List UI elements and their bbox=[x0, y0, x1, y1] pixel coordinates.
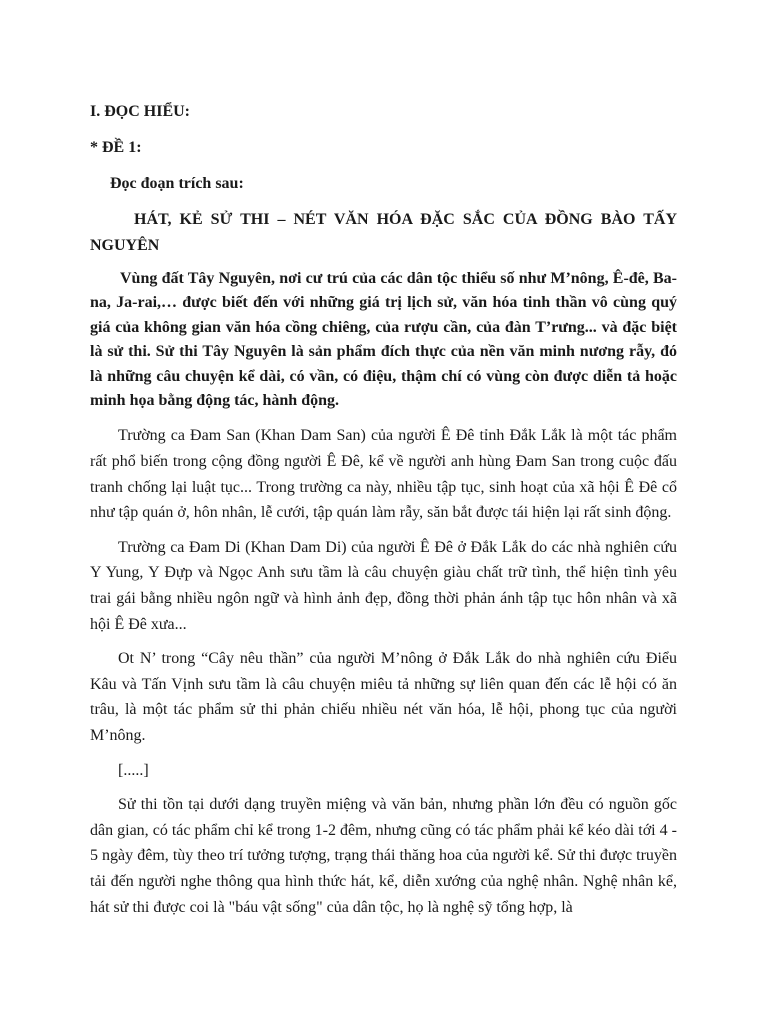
excerpt-title: HÁT, KẺ SỬ THI – NÉT VĂN HÓA ĐẶC SẮC CỦA ĐỒNG BÀO TẤY NGUYÊN bbox=[90, 211, 677, 254]
paragraph-dam-di: Trường ca Đam Di (Khan Dam Di) của người Ê Đê ở Đắk Lắk do các nhà nghiên cứu Y Yung, Y Đựp và Ngọc Anh sưu tầm là câu chuyện giàu chất trữ tình, thể hiện tình yêu trai gái bằng nhiều ngôn ngữ và hình ảnh đẹp, đồng thời phản ánh tập tục hôn nhân và xã hội Ê Đê xưa... bbox=[90, 538, 677, 633]
paragraph-dam-san: Trường ca Đam San (Khan Dam San) của người Ê Đê tỉnh Đắk Lắk là một tác phẩm rất phổ biến trong cộng đồng người Ê Đê, kể về người anh hùng Đam San trong cuộc đấu tranh chống lại luật tục... Trong trường ca này, nhiều tập tục, sinh hoạt của xã hội Ê Đê cổ như tập quán ở, hôn nhân, lễ cưới, tập quán làm rẫy, săn bắt được tái hiện lại rất sinh động. bbox=[90, 427, 677, 522]
omission-marker: [.....] bbox=[118, 761, 149, 779]
document-page bbox=[90, 99, 677, 929]
section-heading: I. ĐỌC HIỂU: bbox=[90, 103, 191, 120]
instruction-text: Đọc đoạn trích sau: bbox=[110, 175, 244, 192]
paragraph-closing: Sử thi tồn tại dưới dạng truyền miệng và văn bản, nhưng phần lớn đều có nguồn gốc dân gian, có tác phẩm chỉ kể trong 1-2 đêm, nhưng cũng có tác phẩm phải kể kéo dài tới 4 - 5 ngày đêm, tùy theo trí tưởng tượng, trạng thái thăng hoa của người kể. Sử thi được truyền tải đến người nghe thông qua hình thức hát, kể, diễn xướng của nghệ nhân. Nghệ nhân kể, hát sử thi được coi là "báu vật sống" của dân tộc, họ là nghệ sỹ tổng hợp, là bbox=[90, 796, 677, 916]
lead-paragraph: Vùng đất Tây Nguyên, nơi cư trú của các dân tộc thiểu số như M’nông, Ê-đê, Ba-na, Ja-rai,… được biết đến với những giá trị lịch sử, văn hóa tinh thần vô cùng quý giá của không gian văn hóa cồng chiêng, của rượu cần, của đàn T’rưng... và đặc biệt là sử thi. Sử thi Tây Nguyên là sản phẩm đích thực của nền văn minh nương rẫy, đó là những câu chuyện kể dài, có vần, có điệu, thậm chí có vùng còn được diễn tả hoặc minh họa bằng động tác, hành động. bbox=[90, 270, 677, 410]
paragraph-ot-n: Ot N’ trong “Cây nêu thần” của người M’nông ở Đắk Lắk do nhà nghiên cứu Điểu Kâu và Tấn Vịnh sưu tầm là câu chuyện miêu tả những sự liên quan đến các lễ hội có ăn trâu, là một tác phẩm sử thi phản chiếu nhiều nét văn hóa, lễ hội, phong tục của người M’nông. bbox=[90, 650, 677, 744]
exercise-heading: * ĐỀ 1: bbox=[90, 139, 142, 156]
